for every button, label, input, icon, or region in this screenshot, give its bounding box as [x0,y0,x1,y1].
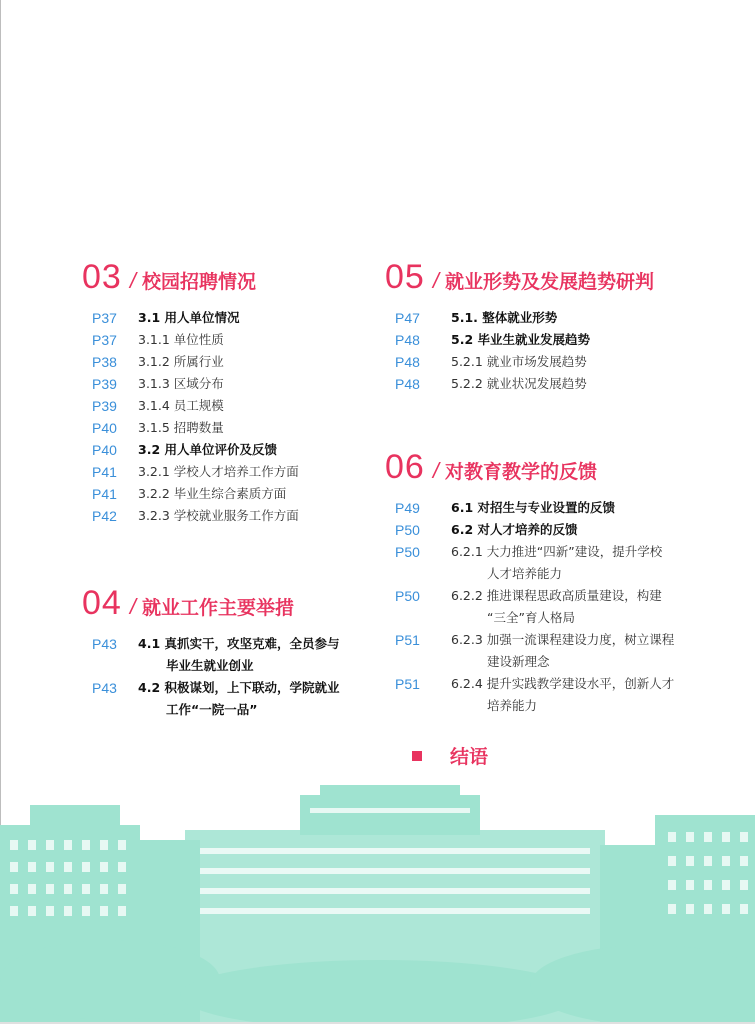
section-slash: / [129,594,136,619]
toc-entry[interactable] [82,461,299,483]
toc-entry[interactable] [82,395,299,417]
entry-title [138,677,340,721]
page-number: P47 [395,310,420,326]
toc-entry[interactable] [82,633,340,677]
page-number: P39 [92,398,117,414]
entry-title-line1: 6.2.1 大力推进“四新”建设，提升学校 [451,544,663,559]
page-number: P50 [395,544,420,560]
section-slash: / [432,268,439,293]
toc-entry[interactable] [82,307,299,329]
entry-title: 3.1.3 区域分布 [138,376,224,391]
page-number: P43 [92,636,117,652]
toc-entry[interactable] [385,307,654,329]
entry-title: 3.2 用人单位评价及反馈 [138,442,277,457]
entry-title: 3.1.1 单位性质 [138,332,224,347]
entry-title: 3.1.5 招聘数量 [138,420,224,435]
entry-title-line1: 4.2 积极谋划，上下联动，学院就业 [138,680,340,695]
section-title: 校园招聘情况 [141,271,256,293]
entry-title-line2: 工作“一院一品” [166,702,258,717]
section-heading [385,448,674,487]
section-number: 04 [82,584,122,622]
campus-buildings-illustration [0,770,755,1024]
toc-entry[interactable] [82,373,299,395]
square-bullet-icon [412,751,422,761]
page-number: P50 [395,522,420,538]
section-title: 就业工作主要举措 [141,597,294,619]
section-slash: / [432,458,439,483]
entry-title: 5.2.2 就业状况发展趋势 [451,376,587,391]
toc-list [385,497,674,717]
toc-section-04 [82,584,340,721]
entry-title: 3.2.2 毕业生综合素质方面 [138,486,287,501]
entry-title-line2: 建设新理念 [487,654,550,669]
entry-title-line1: 6.2.4 提升实践教学建设水平，创新人才 [451,676,675,691]
page-number: P48 [395,376,420,392]
page-number: P48 [395,354,420,370]
toc-entry[interactable] [385,629,674,673]
entry-title: 3.2.1 学校人才培养工作方面 [138,464,299,479]
entry-title: 3.1 用人单位情况 [138,310,240,325]
section-heading [385,258,654,297]
section-number: 03 [82,258,122,296]
section-title: 就业形势及发展趋势研判 [444,271,654,293]
toc-entry[interactable] [82,483,299,505]
toc-entry[interactable] [82,505,299,527]
toc-entry[interactable] [385,329,654,351]
entry-title: 3.1.2 所属行业 [138,354,224,369]
entry-title: 6.2 对人才培养的反馈 [451,522,578,537]
toc-section-03 [82,258,299,527]
toc-section-06 [385,448,674,717]
toc-entry[interactable] [385,497,674,519]
entry-title: 5.1. 整体就业形势 [451,310,558,325]
entry-title-line2: “三全”育人格局 [487,610,575,625]
page-number: P37 [92,310,117,326]
toc-entry[interactable] [82,677,340,721]
toc-entry[interactable] [385,373,654,395]
entry-title [451,585,662,629]
section-number: 06 [385,448,425,486]
toc-entry[interactable] [385,519,674,541]
page-number: P38 [92,354,117,370]
page-number: P40 [92,420,117,436]
entry-title [138,633,340,677]
entry-title [451,541,662,585]
toc-entry[interactable] [82,329,299,351]
page-number: P49 [395,500,420,516]
page-number: P41 [92,486,117,502]
entry-title: 5.2 毕业生就业发展趋势 [451,332,590,347]
entry-title-line1: 4.1 真抓实干，攻坚克难，全员参与 [138,636,340,651]
toc-entry[interactable] [82,417,299,439]
toc-list [82,307,299,527]
toc-entry[interactable] [82,439,299,461]
toc-entry[interactable] [385,541,674,585]
entry-title-line1: 6.2.2 推进课程思政高质量建设，构建 [451,588,662,603]
page-number: P42 [92,508,117,524]
section-heading [82,258,299,297]
toc-entry[interactable] [385,351,654,373]
page-number: P51 [395,632,420,648]
page-number: P40 [92,442,117,458]
entry-title [451,629,674,673]
entry-title-line2: 人才培养能力 [487,566,563,581]
page-number: P48 [395,332,420,348]
toc-closing[interactable] [412,742,488,769]
page-number: P51 [395,676,420,692]
toc-entry[interactable] [385,673,674,717]
section-slash: / [129,268,136,293]
page-number: P41 [92,464,117,480]
toc-entry[interactable] [82,351,299,373]
entry-title [451,673,674,717]
toc-list [82,633,340,721]
section-title: 对教育教学的反馈 [444,461,597,483]
entry-title-line2: 培养能力 [487,698,538,713]
entry-title: 6.1 对招生与专业设置的反馈 [451,500,615,515]
entry-title: 5.2.1 就业市场发展趋势 [451,354,587,369]
page-number: P37 [92,332,117,348]
entry-title-line2: 毕业生就业创业 [166,658,254,673]
entry-title-line1: 6.2.3 加强一流课程建设力度，树立课程 [451,632,675,647]
section-number: 05 [385,258,425,296]
toc-section-05 [385,258,654,395]
toc-entry[interactable] [385,585,674,629]
entry-title: 3.2.3 学校就业服务工作方面 [138,508,299,523]
page-number: P39 [92,376,117,392]
toc-list [385,307,654,395]
page-number: P43 [92,680,117,696]
page-number: P50 [395,588,420,604]
section-heading [82,584,340,623]
entry-title: 3.1.4 员工规模 [138,398,224,413]
closing-title: 结语 [450,746,489,768]
